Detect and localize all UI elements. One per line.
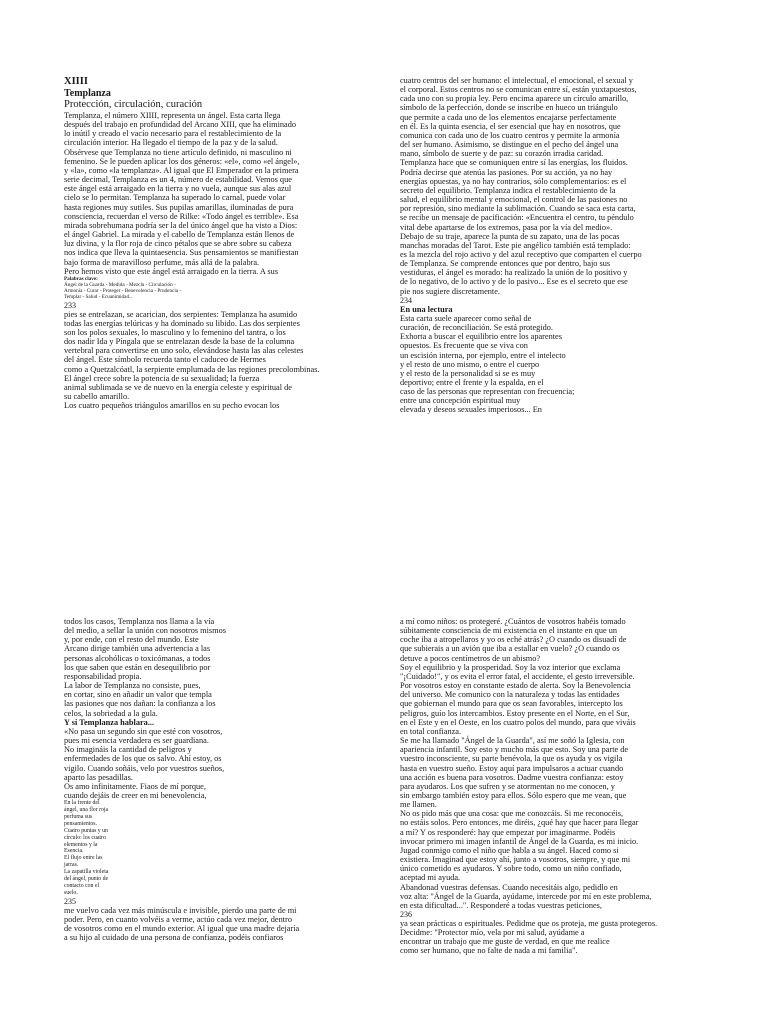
caption-line: El flujo entre las [64,855,103,862]
text-line: vertebral para convertirse en uno solo, elevándose hasta las alas celestes [64,346,304,356]
text-line: femenino. Se le pueden aplicar los dos géneros: «el», como «el ángel», [64,156,300,166]
text-line: curación, de reconciliación. Se está protegido. [400,323,553,333]
text-line: circulación interior. Ha llegado el tiempo de la paz y de la salud. [64,138,278,148]
text-line: a mí como niños: os protegeré. ¿Cuántos de vosotros habéis tomado [400,617,626,626]
text-line: hasta en vuestro sueño. Estoy aquí para impulsaros a actuar cuando [400,763,624,773]
text-line: de Templanza. Se comprende entonces que por dentro, bajo sus [400,259,611,269]
text-line: opuestos. Es frecuente que se viva con [400,341,528,351]
text-line: caso de las personas que representan con frecuencia; [400,387,575,397]
text-line: me vuelvo cada vez más minúscula e invisible, pierdo una parte de mi [64,905,297,915]
text-line: cada uno con su propia ley. Pero encima aparece un círculo amarillo, [400,94,629,104]
text-line: en el Este y en el Oeste, en los cuatro polos del mundo, para que viváis [400,717,636,727]
text-line: Obsérvese que Templanza no tiene artículo definido, ni masculino ni [64,147,292,157]
text-line: El ángel crece sobre la potencia de su sexualidad; la fuerza [64,373,260,383]
text-line: del ser humano. Asimismo, se distingue en el pecho del ángel una [400,140,619,150]
text-line: lo inútil y creado el vacío necesario para el restablecimiento de la [64,129,282,139]
text-line: no estáis solos. Pero entonces, me diréis, ¿qué hay que hacer para llegar [400,818,639,828]
text-line: único cometido es ayudaros. Y sobre todo, como un niño confiado, [400,864,622,874]
text-line: que subierais a un avión que iba a estallar en vuelo? ¿O cuando os [400,644,620,654]
text-line: a su hijo al cuidado de una persona de confianza, podéis confiaros [64,933,284,943]
section-heading: En una lectura [400,304,453,314]
keywords-box [64,276,384,301]
text-line: La labor de Templanza no consiste, pues, [64,681,201,691]
page-235 [64,617,384,942]
text-line: Pero hemos visto que este ángel está arraigado en la tierra. A sus [64,266,279,276]
text-line: salud, el equilibrio mental y emocional, el control de las pasiones no [400,195,628,205]
text-line: el corporal. Estos centros no se comunican entre sí, están yuxtapuestos, [400,85,637,95]
text-line: pues mi esencia verdadera es ser guardiana. [64,736,209,746]
text-line: mano, símbolo de suerte y de paz: su corazón irradia caridad. [400,149,604,159]
caption-line: La zapatilla violeta [64,869,109,876]
text-line: de lo negativo, de lo activo y de lo pasivo... Ese es el secreto que ese [400,277,628,287]
text-line: Se me ha llamado "Ángel de la Guarda", así me soñó la Iglesia, con [400,736,625,746]
text-line: súbitamente consciencia de mi existencia en el instante en que un [400,626,618,636]
section-heading: Y si Templanza hablara... [64,717,155,727]
text-line: Templanza, el número XIIII, representa un ángel. Esta carta llega [64,111,281,120]
figure-captions [64,800,384,897]
text-line: una acción es buena para vosotros. Dadme vuestra confianza: estoy [400,772,624,782]
text-line: vestiduras, el ángel es morado: ha realizado la unión de lo positivo y [400,268,628,278]
text-line: pie nos sugiere discretamente. [400,286,500,296]
text-line: y «la», como «la templanza». Al igual que El Emperador en la primera [64,165,299,175]
text-line: peligros, guío los intercambios. Estoy presente en el Norte, en el Sur, [400,708,630,718]
text-line: este ángel está arraigado en la tierra y no vuela, aunque sus alas azul [64,184,292,194]
text-line: es la mezcla del rojo activo y del azul receptivo que comparten el cuerpo [400,249,642,259]
text-line: energías opuestas, ya no hay contrarios, sólo complementarios: es el [400,176,627,186]
text-line: por represión, sino mediante la sublimación. Cuando se saca esta carta, [400,204,636,214]
caption-line: pensamientos. [64,820,98,827]
text-line: ya sean prácticas o espirituales. Pedidme que os proteja, me gusta protegeros. [400,919,658,928]
text-line: No os pido más que una cosa: que me conozcáis. Si me reconocéis, [400,809,624,819]
body-text [64,906,384,943]
body-text [64,727,384,800]
text-line: serie decimal, Templanza es un 4, número de estabilidad. Vemos que [64,175,292,185]
page-number: 235 [64,896,76,906]
text-line: voz alta: "Ángel de la Guarda, ayúdame, intercede por mí en este problema, [400,891,652,901]
text-line: personas alcohólicas o toxicómanas, a todos [64,653,211,663]
text-line: el ángel Gabriel. La mirada y el cabello de Templanza están llenos de [64,230,295,240]
body-text [64,310,384,411]
caption-line: elementos y la [64,841,98,848]
caption-line: círculo: los cuatro [64,834,106,841]
text-line: apariencia infantil. Soy esto y mucho más que esto. Soy una parte de [400,745,629,755]
text-line: Exhorta a buscar el equilibrio entre los aparentes [400,332,562,342]
chapter-subtitle: Protección, circulación, curación [64,99,203,110]
page-233 [64,76,384,410]
text-line: en esta dificultad...". Responderé a todas vuestras peticiones, [400,900,602,910]
text-line: Esta carta suele aparecer como señal de [400,313,532,323]
body-text [400,314,720,415]
page-number: 234 [400,295,412,305]
chapter-number: XIIII [64,76,88,87]
text-line: hasta regiones muy sutiles. Sus pupilas amarillas, iluminadas de pura [64,202,294,212]
text-line: No imagináis la cantidad de peligros y [64,745,192,755]
text-line: vigilo. Cuando soñáis, velo por vuestros sueños, [64,763,225,773]
text-line: todos los casos, Templanza nos llama a la vía [64,617,215,626]
keywords-line: Ángel de la Guarda - Medida - Mezcla - Circulación - [64,281,176,288]
keywords-heading: Palabras clave: [64,275,98,282]
text-line: de vosotros como en el mundo exterior. Al igual que una madre dejaría [64,924,300,934]
body-text [400,76,720,296]
text-line: dos nadir Ida y Píngala que se entrelazan desde la base de la columna [64,337,295,347]
text-line: símbolo de la perfección, donde se inscribe en hueco un triángulo [400,103,618,113]
text-line: su cabello amarillo. [64,392,130,402]
text-line: vuestro inconsciente, su parte benévola, la que os ayuda y os vigila [400,754,623,764]
text-line: celos, la sobriedad a la gula. [64,708,158,718]
body-text [400,919,720,956]
caption-line: contacto con el [64,883,100,889]
chapter-title: Templanza [64,88,111,99]
text-line: comunica con cada uno de los cuatro centros y permite la armonía [400,130,620,140]
text-line: consciencia, recuerdan el verso de Rilke: «Todo ángel es terrible». Esa [64,211,299,221]
text-line: y el resto de la personalidad si se es muy [400,368,536,378]
text-line: a mí? Y os responderé: hay que empezar por imaginarme. Podéis [400,827,616,837]
text-line: existiera. Imaginad que estoy ahí, junto a vosotros, siempre, y que mi [400,855,631,865]
text-line: aparto las pesadillas. [64,772,133,782]
text-line: las pasiones que nos dañan: la confianza a los [64,699,216,709]
text-line: pies se entrelazan, se acarician, dos serpientes: Templanza ha asumido [64,309,298,319]
text-line: Arcano dirige también una advertencia a las [64,644,211,654]
page-number: 236 [400,910,412,919]
text-line: en total confianza. [400,726,462,736]
caption-line: jarras. [64,862,79,869]
text-line: Por vosotros estoy en constante estado de alerta. Soy la Benevolencia [400,681,631,691]
text-line: bajo forma de maravilloso perfume, más allá de la palabra. [64,257,260,267]
text-line: sin embargo también estoy para ellos. Sólo espero que me vean, que [400,790,627,800]
keywords-line: Templar - Salud - Ecuanimidad... [64,294,133,301]
text-line: "¡Cuidado!", y os evita el error fatal, el accidente, el gesto irreversible. [400,671,635,681]
text-line: Os amo infinitamente. Fiaos de mí porque, [64,781,206,791]
text-line: y el resto de uno mismo, o entre el cuerpo [400,359,540,369]
caption-line: ángel, una flor roja [64,807,109,814]
text-line: en él. Es la quinta esencia, el ser esencial que hay en nosotros, que [400,121,621,131]
caption-line: perfuma sus [64,813,93,820]
text-line: después del trabajo en profundidad del Arcano XIII, que ha eliminado [64,120,297,130]
caption-line: suelo. [64,889,78,896]
caption-line: Cuatro puntas y un [64,827,108,834]
text-line: cuatro centros del ser humano: el intelectual, el emocional, el sexual y [400,76,633,85]
text-line: como a Quetzalcóatl, la serpiente emplumada de las regiones precolombinas. [64,364,320,374]
text-line: que permite a cada uno de los elementos encajarse perfectamente [400,112,617,122]
text-line: manchas moradas del Tarot. Este pie angélico también está templado: [400,240,631,250]
text-line: del ángel. Este símbolo recuerda tanto el caduceo de Hermes [64,355,266,365]
page-236 [400,617,720,956]
caption-line: del ángel, punto de [64,876,109,883]
text-line: Templanza hace que se comuniquen entre sí las energías, los fluidos. [400,158,628,168]
caption-line: En la frente del [64,800,100,807]
text-line: y, por ende, con el resto del mundo. Este [64,635,199,645]
text-line: Debajo de su traje, aparece la punta de su zapato, una de las pocas [400,231,620,241]
text-line: mirada sobrehumana podría ser la del único ángel que ha visto a Dios: [64,220,298,230]
text-line: secreto del equilibrio. Templanza indica el restablecimiento de la [400,185,616,195]
text-line: un escisión interna, por ejemplo, entre el intelecto [400,350,566,360]
text-line: luz divina, y la flor roja de cinco pétalos que se abre sobre su cabeza [64,239,292,249]
text-line: poder. Pero, en cuanto volvéis a verme, actúo cada vez mejor, dentro [64,914,292,924]
text-line: cielo se lo permitan. Templanza ha superado lo carnal, puede volar [64,193,286,203]
body-text [64,617,384,718]
text-line: los que saben que están en desequilibrio por [64,662,211,672]
page-number: 233 [64,300,76,310]
text-line: «No pasa un segundo sin que esté con vosotros, [64,726,223,736]
text-line: responsabilidad propia. [64,671,142,681]
text-line: del medio, a sellar la unión con nosotros mismos [64,626,226,636]
text-line: Soy el equilibrio y la prosperidad. Soy la voz interior que exclama [400,662,621,672]
text-line: elevada y deseos sexuales imperiosos... En [400,405,542,415]
body-text [400,617,720,910]
text-line: que gobiernan el mundo para que os sean favorables, intercepto los [400,699,623,709]
text-line: todas las energías telúricas y ha dominado su libido. Las dos serpientes [64,318,300,328]
text-line: como ser humano, que no falte de nada a mi familia". [400,946,578,956]
text-line: en cortar, sino en añadir un valor que templa [64,690,212,700]
text-line: vital debe apartarse de los extremos, pasa por la vía del medio». [400,222,613,232]
text-line: encontrar un trabajo que me guste de verdad, en que me realice [400,937,610,947]
keywords-line: Armonía - Curar - Proteger - Benevolencia - Prudencia - [64,288,182,295]
text-line: nos indica que lleva la quintaesencia. Sus pensamientos se manifiestan [64,248,299,258]
text-line: son los polos sexuales, lo masculino y lo femenino del tantra, o los [64,328,286,338]
text-line: Podría decirse que atenúa las pasiones. Por su acción, ya no hay [400,167,613,177]
body-text [64,111,384,276]
text-line: Abandonad vuestras defensas. Cuando necesitáis algo, pedidlo en [400,882,618,892]
text-line: invocar primero mi imagen infantil de Ángel de la Guarda, es mi inicio. [400,836,639,846]
text-line: enfermedades de los que os salvo. Ahí estoy, os [64,754,222,764]
text-line: Jugad conmigo como el niño que habla a su ángel. Haced como si [400,845,619,855]
text-line: animal sublimada se ve de nuevo en la energía celeste y espiritual de [64,382,292,392]
text-line: me llamen. [400,800,437,810]
caption-line: Esencia. [64,848,84,855]
text-line: se recibe un mensaje de pacificación: «Encuentra el centro, tu péndulo [400,213,634,223]
text-line: del universo. Me comunico con la naturaleza y todas las entidades [400,690,620,700]
text-line: Decidme: "Protector mío, vela por mi salud, ayúdame a [400,928,585,938]
text-line: Los cuatro pequeños triángulos amarillos en su pecho evocan los [64,401,280,411]
text-line: coche iba a atropellaros y yo os eché atrás? ¿O cuando os disuadí de [400,635,627,645]
text-line: detuve a pocos centímetros de un abismo? [400,653,541,663]
text-line: deportivo; entre el frente y la espalda, en el [400,378,544,387]
text-line: cuando dejáis de creer en mi benevolencia, [64,790,207,800]
page-234 [400,76,720,415]
text-line: para ayudaros. Los que sufren y se atormentan no me conocen, y [400,781,615,791]
text-line: entre una concepción espiritual muy [400,396,521,406]
text-line: aceptad mi ayuda. [400,873,461,883]
